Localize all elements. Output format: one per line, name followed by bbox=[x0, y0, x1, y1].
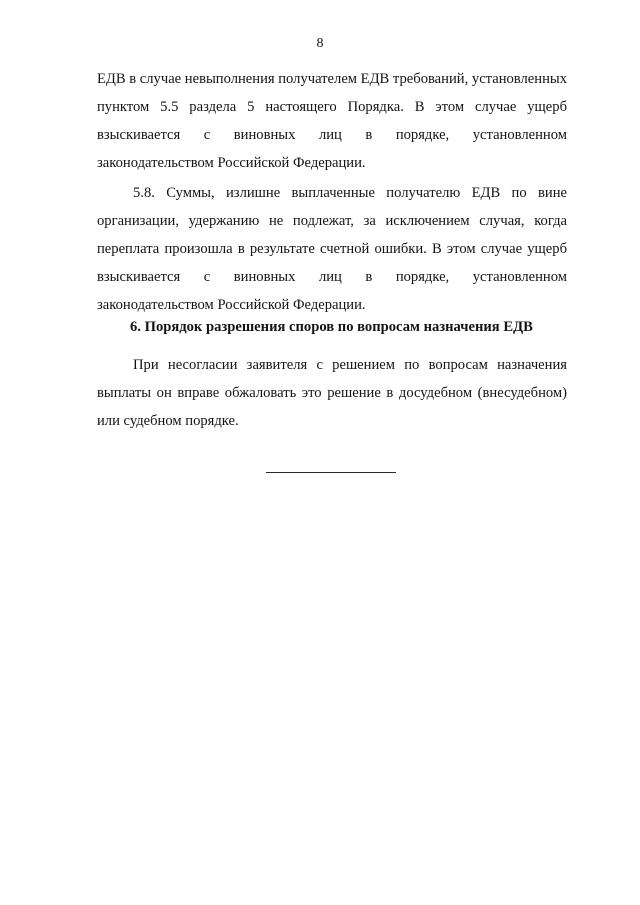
paragraph-line: выплаты он вправе обжаловать это решение в досудебном (внесудебном) bbox=[97, 385, 567, 401]
paragraph-line: пунктом 5.5 раздела 5 настоящего Порядка. В этом случае ущерб bbox=[97, 99, 567, 115]
paragraph-line: взыскивается с виновных лиц в порядке, установленном bbox=[97, 269, 567, 285]
paragraph-line: законодательством Российской Федерации. bbox=[97, 297, 366, 313]
paragraph-line: ЕДВ в случае невыполнения получателем ЕДВ требований, установленных bbox=[97, 71, 567, 87]
paragraph-line: законодательством Российской Федерации. bbox=[97, 155, 366, 171]
paragraph-line: организации, удержанию не подлежат, за исключением случая, когда bbox=[97, 213, 567, 229]
closing-rule bbox=[266, 472, 396, 473]
paragraph-line: При несогласии заявителя с решением по вопросам назначения bbox=[133, 357, 567, 373]
paragraph-line: 5.8. Суммы, излишне выплаченные получателю ЕДВ по вине bbox=[133, 185, 567, 201]
paragraph-line: взыскивается с виновных лиц в порядке, установленном bbox=[97, 127, 567, 143]
section-heading: 6. Порядок разрешения споров по вопросам назначения ЕДВ bbox=[130, 319, 533, 335]
paragraph-line: или судебном порядке. bbox=[97, 413, 239, 429]
page-number: 8 bbox=[316, 36, 324, 51]
paragraph-line: переплата произошла в результате счетной ошибки. В этом случае ущерб bbox=[97, 241, 567, 257]
